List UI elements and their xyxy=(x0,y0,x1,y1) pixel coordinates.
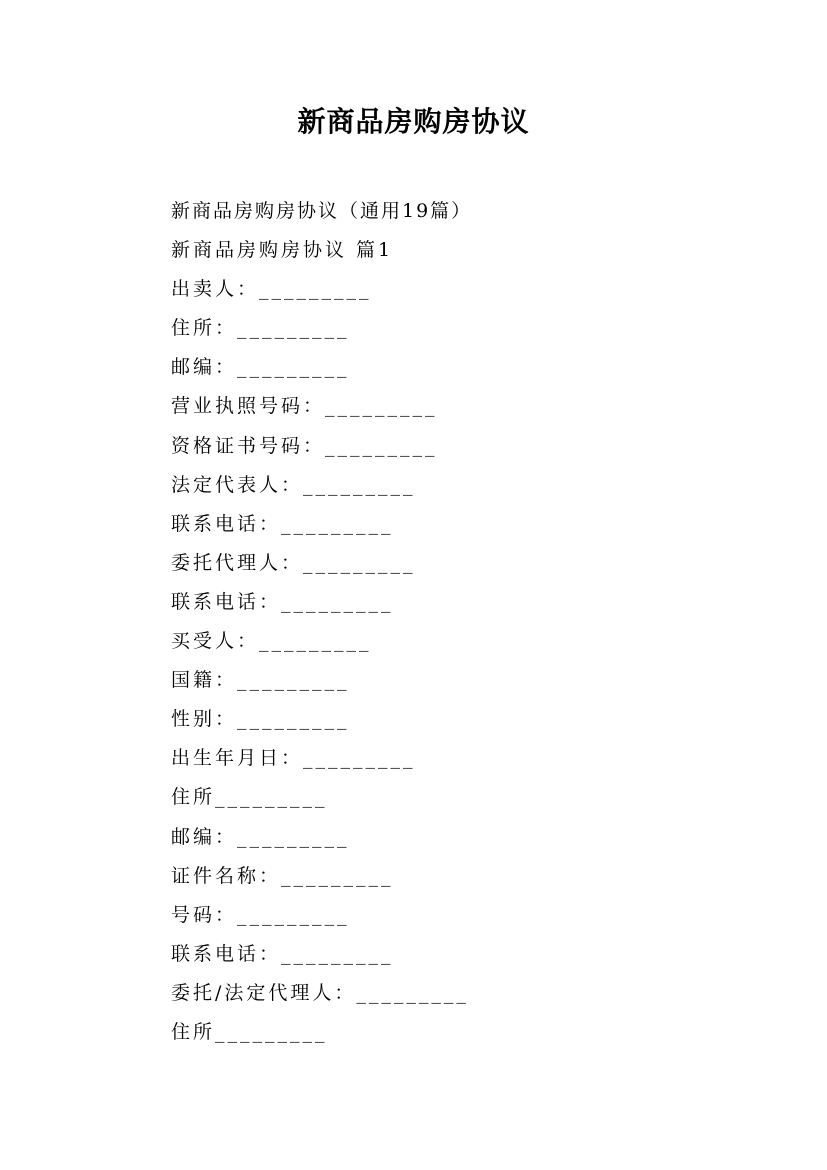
id-type-field: 证件名称：_________ xyxy=(171,864,394,887)
business-license-field: 营业执照号码：_________ xyxy=(171,395,438,418)
document-body xyxy=(171,192,771,1052)
seller-postcode-field: 邮编：_________ xyxy=(171,356,350,379)
buyer-phone-field: 联系电话：_________ xyxy=(171,942,394,965)
id-number-field: 号码：_________ xyxy=(171,903,350,926)
buyer-birthdate-field: 出生年月日：_________ xyxy=(171,747,416,770)
subtitle-line: 新商品房购房协议（通用19篇） xyxy=(171,200,473,222)
section-heading: 新商品房购房协议 篇1 xyxy=(171,239,394,262)
buyer-address-field: 住所_________ xyxy=(171,786,328,809)
buyer-agent-address-field: 住所_________ xyxy=(171,1020,328,1043)
qualification-cert-field: 资格证书号码：_________ xyxy=(171,434,438,457)
seller-agent-phone-field: 联系电话：_________ xyxy=(171,590,394,613)
seller-address-field: 住所：_________ xyxy=(171,317,350,340)
seller-field: 出卖人：_________ xyxy=(171,278,372,301)
legal-rep-field: 法定代表人：_________ xyxy=(171,473,416,496)
buyer-postcode-field: 邮编：_________ xyxy=(171,825,350,848)
seller-phone-field: 联系电话：_________ xyxy=(171,512,394,535)
buyer-gender-field: 性别：_________ xyxy=(171,708,350,731)
seller-agent-field: 委托代理人：_________ xyxy=(171,551,416,574)
buyer-nationality-field: 国籍：_________ xyxy=(171,669,350,692)
buyer-agent-field: 委托/法定代理人：_________ xyxy=(171,981,469,1004)
document-title: 新商品房购房协议 xyxy=(297,105,530,138)
buyer-field: 买受人：_________ xyxy=(171,630,372,653)
